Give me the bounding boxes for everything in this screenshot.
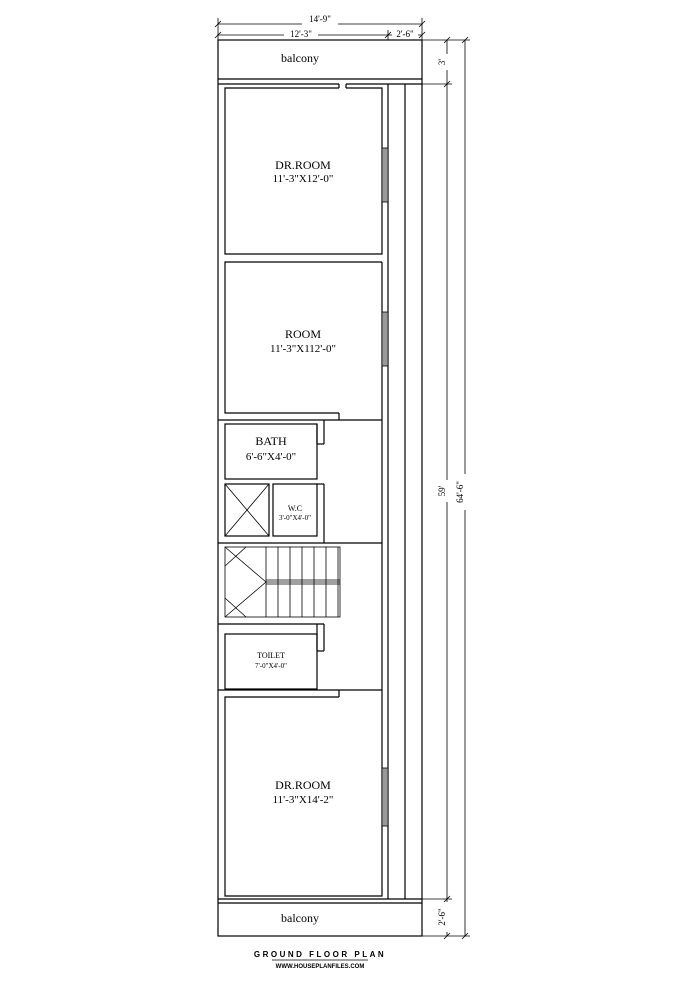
room-size: 11'-3"X112'-0" (270, 343, 336, 355)
drawing-room-2-name: DR.ROOM (275, 778, 331, 792)
side-width-dimension: 2'-6" (396, 29, 414, 39)
toilet-size: 7'-0"X4'-0" (255, 662, 287, 670)
drawing-room-1-size: 11'-3"X12'-0" (272, 173, 334, 185)
drawing-room-1 (218, 84, 388, 899)
balcony-bottom-label: balcony (281, 911, 319, 925)
right-dimensions (422, 37, 470, 939)
wc-name: W.C (287, 504, 303, 513)
toilet-name: TOILET (257, 651, 285, 660)
bottom-offset-dimension: 2'-6" (437, 908, 447, 926)
core-walls (218, 420, 382, 697)
inner-width-dimension: 12'-3" (290, 29, 312, 39)
drawing-room-2-size: 11'-3"X14'-2" (272, 794, 334, 806)
overall-width-dimension: 14'-9" (309, 14, 331, 24)
bath-size: 6'-6"X4'-0" (245, 451, 297, 463)
plan-title: GROUND FLOOR PLAN (253, 950, 387, 959)
wc-size: 3'-0"X4'-0" (279, 514, 311, 522)
top-dimensions (215, 14, 425, 40)
room (225, 262, 388, 420)
overall-length-dimension: 64'-6" (455, 481, 465, 503)
room-name: ROOM (284, 327, 322, 341)
drawing-room-1-name: DR.ROOM (275, 158, 331, 172)
staircase (225, 547, 340, 617)
balcony-top-label: balcony (281, 51, 319, 65)
inner-length-dimension: 59' (437, 485, 447, 497)
website-credit: WWW.HOUSEPLANFILES.COM (275, 964, 365, 970)
top-offset-dimension: 3' (437, 58, 447, 66)
bath-name: BATH (255, 434, 287, 448)
